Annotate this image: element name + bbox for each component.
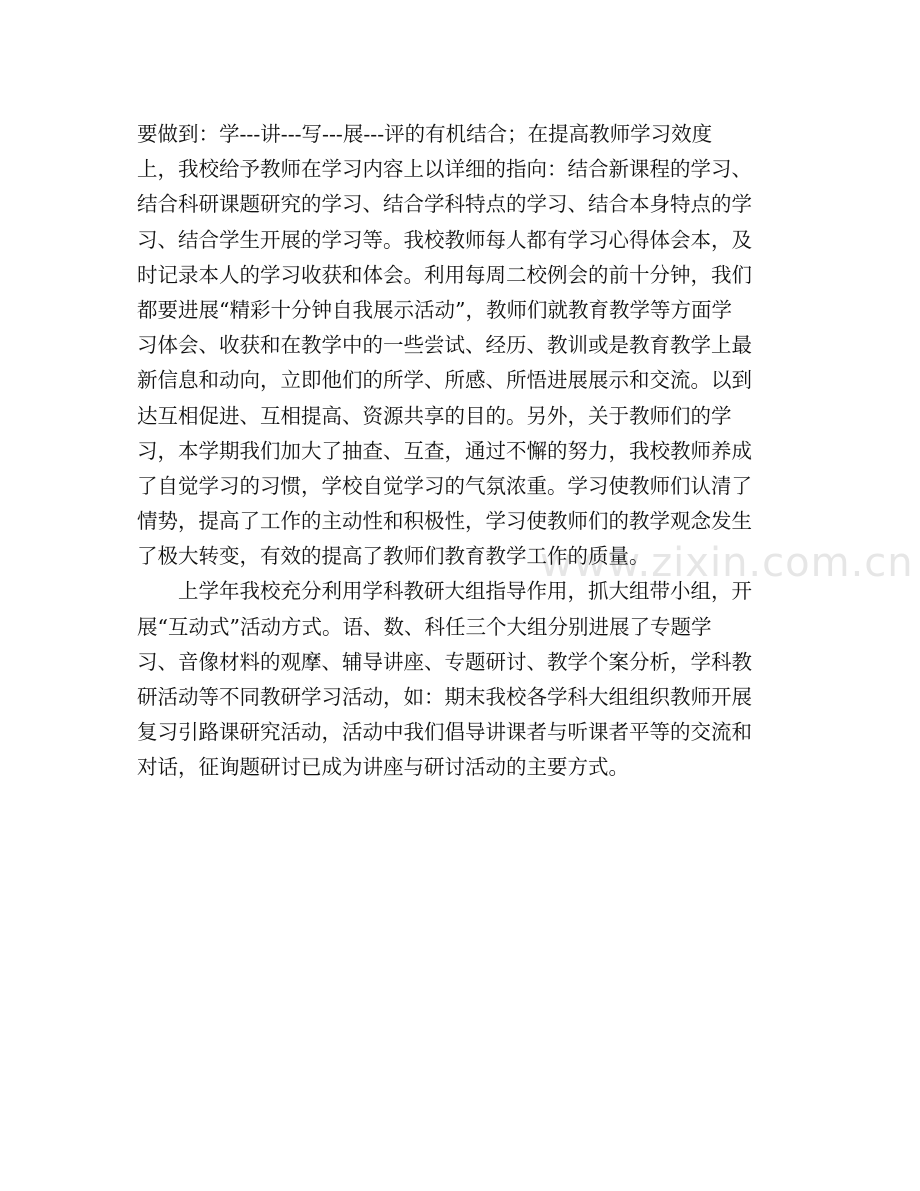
- text-line: 结合科研课题研究的学习、结合学科特点的学习、结合本身特点的学: [137, 192, 752, 217]
- text-line: 上学年我校充分利用学科教研大组指导作用，抓大组带小组，开: [178, 579, 752, 604]
- text-line: 复习引路课研究活动，活动中我们倡导讲课者与听课者平等的交流和: [137, 720, 752, 745]
- text-line: 时记录本人的学习收获和体会。利用每周二校例会的前十分钟，我们: [137, 262, 752, 287]
- document-body: [137, 117, 777, 786]
- text-line: 习，本学期我们加大了抽查、互查，通过不懈的努力，我校教师养成: [137, 438, 752, 463]
- text-line: 都要进展“精彩十分钟自我展示活动”，教师们就教育教学等方面学: [137, 297, 732, 322]
- text-line: 习、音像材料的观摩、辅导讲座、专题研讨、教学个案分析，学科教: [137, 649, 752, 674]
- text-line: 研活动等不同教研学习活动，如：期末我校各学科大组组织教师开展: [137, 685, 752, 709]
- text-line: 习体会、收获和在教学中的一些尝试、经历、教训或是教育教学上最: [137, 333, 752, 358]
- text-line: 情势，提高了工作的主动性和积极性，学习使教师们的教学观念发生: [137, 509, 752, 534]
- text-line: 了自觉学习的习惯，学校自觉学习的气氛浓重。学习使教师们认清了: [137, 473, 752, 498]
- paragraph-2: [137, 574, 777, 785]
- text-line: 要做到：学---讲---写---展---评的有机结合；在提高教师学习效度: [137, 122, 713, 146]
- watermark: www.zixin.com.cn: [540, 540, 914, 586]
- paragraph-1: [137, 117, 777, 574]
- text-line: 对话，征询题研讨已成为讲座与研讨活动的主要方式。: [137, 755, 629, 780]
- text-line: 了极大转变，有效的提高了教师们教育教学工作的质量。: [137, 544, 650, 569]
- text-line: 新信息和动向，立即他们的所学、所感、所悟进展展示和交流。以到: [137, 368, 752, 393]
- text-line: 展“互动式”活动方式。语、数、科任三个大组分别进展了专题学: [137, 614, 712, 639]
- text-line: 习、结合学生开展的学习等。我校教师每人都有学习心得体会本，及: [137, 227, 752, 252]
- text-line: 上，我校给予教师在学习内容上以详细的指向：结合新课程的学习、: [137, 157, 752, 182]
- text-line: 达互相促进、互相提高、资源共享的目的。另外，关于教师们的学: [137, 403, 732, 428]
